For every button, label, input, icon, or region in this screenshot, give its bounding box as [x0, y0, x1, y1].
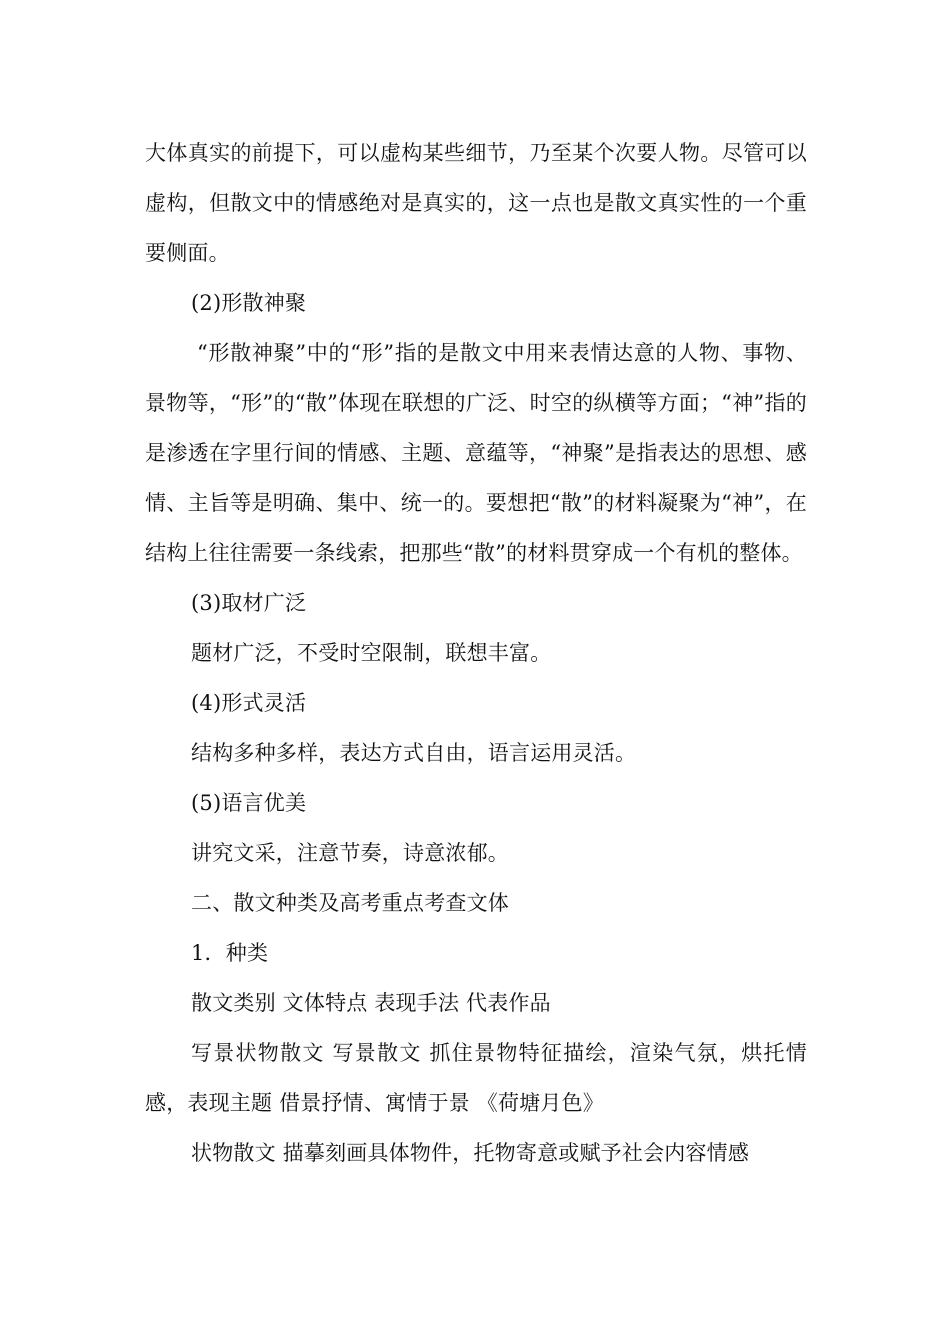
body-paragraph-authenticity: 大体真实的前提下，可以虚构某些细节，乃至某个次要人物。尽管可以虚构，但散文中的情感绝对是真实的，这一点也是散文真实性的一个重要侧面。 [145, 141, 807, 265]
subheading-flexible-form: (4)形式灵活 [191, 691, 307, 715]
section-heading-types: 二、散文种类及高考重点考查文体 [191, 891, 509, 915]
table-row-scenery-prose: 写景状物散文 写景散文 抓住景物特征描绘，渲染气氛，烘托情感，表现主题 借景抒情、寓情于景 《荷塘月色》 [145, 1041, 807, 1115]
body-paragraph-beautiful-language: 讲究文采，注意节奏，诗意浓郁。 [191, 841, 509, 865]
document-page [145, 128, 807, 1178]
table-header-line: 散文类别 文体特点 表现手法 代表作品 [191, 991, 551, 1015]
subsection-heading-types: 1．种类 [191, 941, 269, 965]
subheading-form-scattered: (2)形散神聚 [191, 291, 307, 315]
subheading-wide-material: (3)取材广泛 [191, 591, 307, 615]
body-paragraph-form-scattered: “形散神聚”中的“形”指的是散文中用来表情达意的人物、事物、景物等，“形”的“散”体现在联想的广泛、时空的纵横等方面；“神”指的是渗透在字里行间的情感、主题、意蕴等，“神聚”是指表达的思想、感情、主旨等是明确、集中、统一的。要想把“散”的材料凝聚为“神”，在结构上往往需要一条线索，把那些“散”的材料贯穿成一个有机的整体。 [145, 341, 807, 565]
body-paragraph-flexible-form: 结构多种多样，表达方式自由，语言运用灵活。 [191, 741, 637, 765]
subheading-beautiful-language: (5)语言优美 [191, 791, 307, 815]
body-paragraph-wide-material: 题材广泛，不受时空限制，联想丰富。 [191, 641, 552, 665]
table-row-object-prose: 状物散文 描摹刻画具体物件，托物寄意或赋予社会内容情感 [191, 1141, 750, 1165]
